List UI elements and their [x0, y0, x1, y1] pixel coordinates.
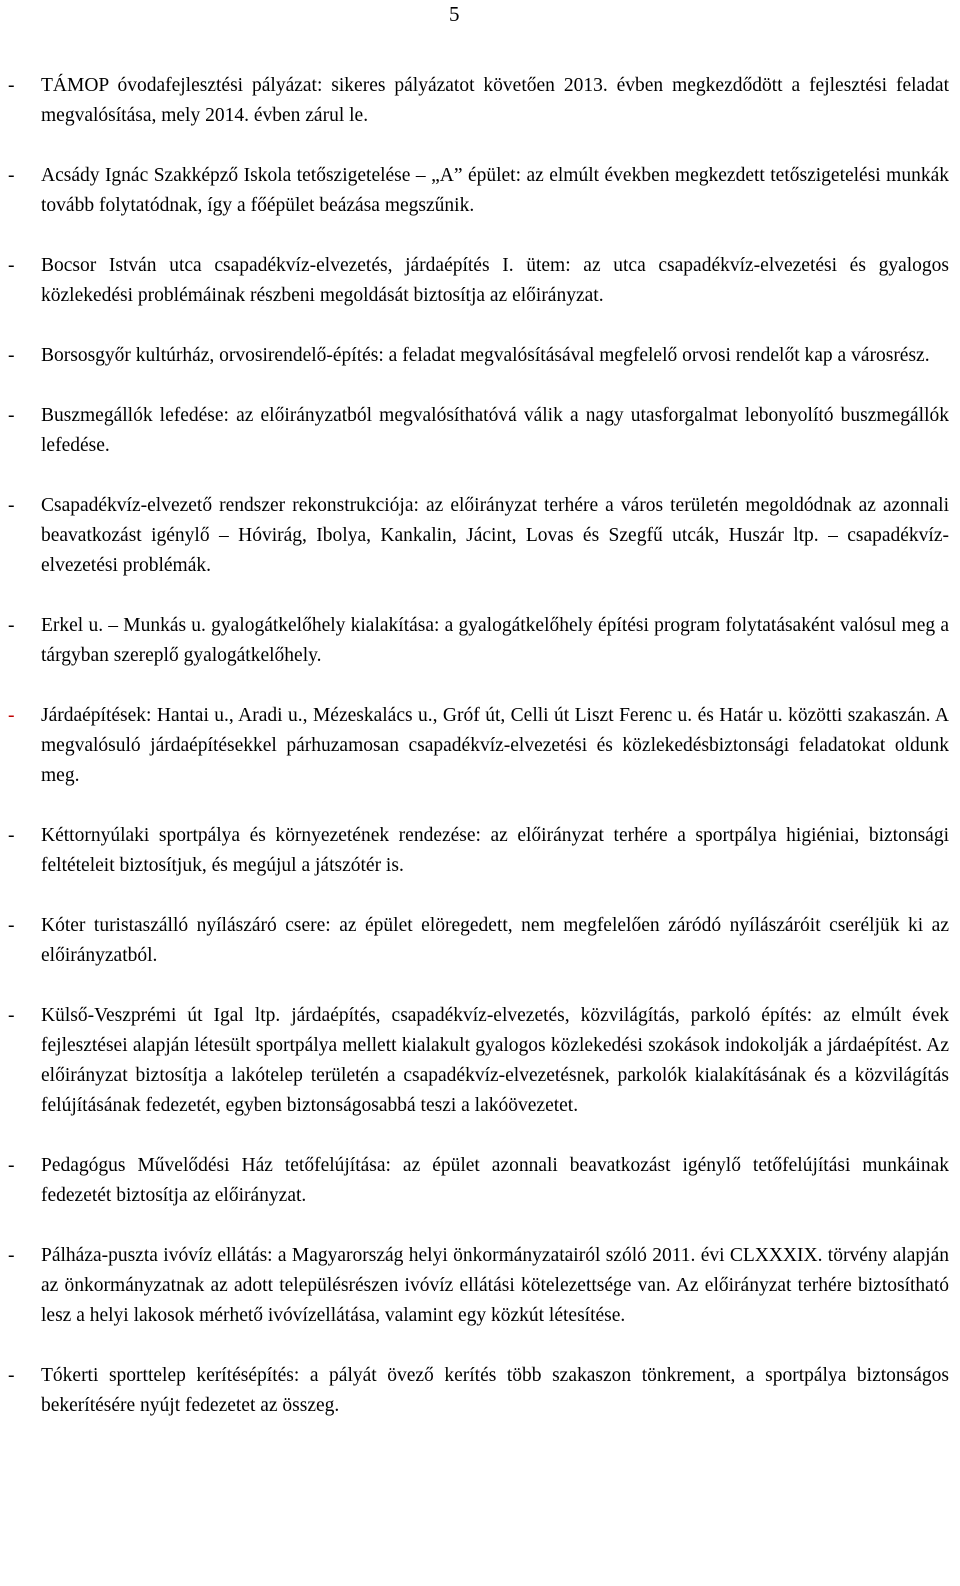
item-text: Acsády Ignác Szakképző Iskola tetőszigetelése – „A” épület: az elmúlt években megkezdett tetőszigetelési munkák tovább folytatódnak, így a főépület beázása megszűnik.: [41, 165, 949, 216]
list-item: [0, 251, 960, 311]
dash-bullet: -: [8, 1005, 15, 1026]
item-text: Borsosgyőr kultúrház, orvosirendelő-építés: a feladat megvalósításával megfelelő orvosi rendelőt kap a városrész.: [41, 345, 930, 366]
list-item: [0, 1151, 960, 1211]
dash-bullet: -: [8, 1365, 15, 1386]
dash-bullet: -: [8, 1155, 15, 1176]
item-text: Csapadékvíz-elvezető rendszer rekonstrukciója: az előirányzat terhére a város területén megoldódnak az azonnali beavatkozást igénylő – Hóvirág, Ibolya, Kankalin, Jácint, Lovas és Szegfű utcák, Huszár ltp. – csapadékvíz-elvezetési problémák.: [41, 495, 949, 576]
item-text: Külső-Veszprémi út Igal ltp. járdaépítés, csapadékvíz-elvezetés, közvilágítás, parkoló építés: az elmúlt évek fejlesztései alapján létesült sportpálya mellett kialakult gyalogos közlekedési szokások indokolják a járdaépítést. Az előirányzat biztosítja a lakótelep területén a csapadékvíz-elvezetésnek, parkolók kialakításának és a közvilágítás felújításának fedezetét, egyben biztonságosabbá teszi a lakóövezetet.: [41, 1005, 949, 1116]
dash-bullet: -: [8, 165, 15, 186]
list-item: [0, 491, 960, 581]
list-item: [0, 341, 960, 371]
item-text: Erkel u. – Munkás u. gyalogátkelőhely kialakítása: a gyalogátkelőhely építési program folytatásaként valósul meg a tárgyban szereplő gyalogátkelőhely.: [41, 615, 949, 666]
list-item: [0, 1361, 960, 1421]
dash-bullet: -: [8, 405, 15, 426]
list-item: [0, 1001, 960, 1121]
list-item: [0, 701, 960, 791]
dash-bullet: -: [8, 495, 15, 516]
item-text: Kóter turistaszálló nyílászáró csere: az épület elöregedett, nem megfelelően záródó nyílászáróit cseréljük ki az előirányzatból.: [41, 915, 949, 966]
item-text: Bocsor István utca csapadékvíz-elvezetés, járdaépítés I. ütem: az utca csapadékvíz-elvezetési és gyalogos közlekedési problémáinak részbeni megoldását biztosítja az előirányzat.: [41, 255, 949, 306]
list-item: [0, 1241, 960, 1331]
list-item: [0, 71, 960, 131]
list-item: [0, 821, 960, 881]
list-item: [0, 161, 960, 221]
list-item: [0, 611, 960, 671]
dash-bullet: -: [8, 1245, 15, 1266]
dash-bullet: -: [8, 75, 15, 96]
item-text: Járdaépítések: Hantai u., Aradi u., Mézeskalács u., Gróf út, Celli út Liszt Ferenc u. és Határ u. közötti szakaszán. A megvalósuló járdaépítésekkel párhuzamosan csapadékvíz-elvezetési és közlekedésbiztonsági feladatokat oldunk meg.: [41, 705, 949, 786]
item-text: Buszmegállók lefedése: az előirányzatból megvalósíthatóvá válik a nagy utasforgalmat lebonyolító buszmegállók lefedése.: [41, 405, 949, 456]
item-text: Kéttornyúlaki sportpálya és környezetének rendezése: az előirányzat terhére a sportpálya higiéniai, biztonsági feltételeit biztosítjuk, és megújul a játszótér is.: [41, 825, 949, 876]
dash-bullet: -: [8, 915, 15, 936]
dash-bullet: -: [8, 615, 15, 636]
item-text: TÁMOP óvodafejlesztési pályázat: sikeres pályázatot követően 2013. évben megkezdődött a fejlesztési feladat megvalósítása, mely 2014. évben zárul le.: [41, 75, 949, 126]
list-item: [0, 401, 960, 461]
item-text: Pálháza-puszta ivóvíz ellátás: a Magyarország helyi önkormányzatairól szóló 2011. évi CLXXXIX. törvény alapján az önkormányzatnak az adott településrészen ivóvíz ellátási kötelezettsége van. Az előirányzat terhére biztosítható lesz a helyi lakosok mérhető ivóvízellátása, valamint egy közkút létesítése.: [41, 1245, 949, 1326]
list-item: [0, 911, 960, 971]
dash-bullet: -: [8, 345, 15, 366]
dash-bullet: -: [8, 255, 15, 276]
bullet-list: [0, 71, 960, 1451]
item-text: Tókerti sporttelep kerítésépítés: a pályát övező kerítés több szakaszon tönkrement, a sportpálya biztonságos bekerítésére nyújt fedezetet az összeg.: [41, 1365, 949, 1416]
dash-bullet-red: -: [8, 705, 15, 726]
page-number: 5: [449, 2, 460, 26]
item-text: Pedagógus Művelődési Ház tetőfelújítása: az épület azonnali beavatkozást igénylő tetőfelújítási munkáinak fedezetét biztosítja az előirányzat.: [41, 1155, 949, 1206]
dash-bullet: -: [8, 825, 15, 846]
